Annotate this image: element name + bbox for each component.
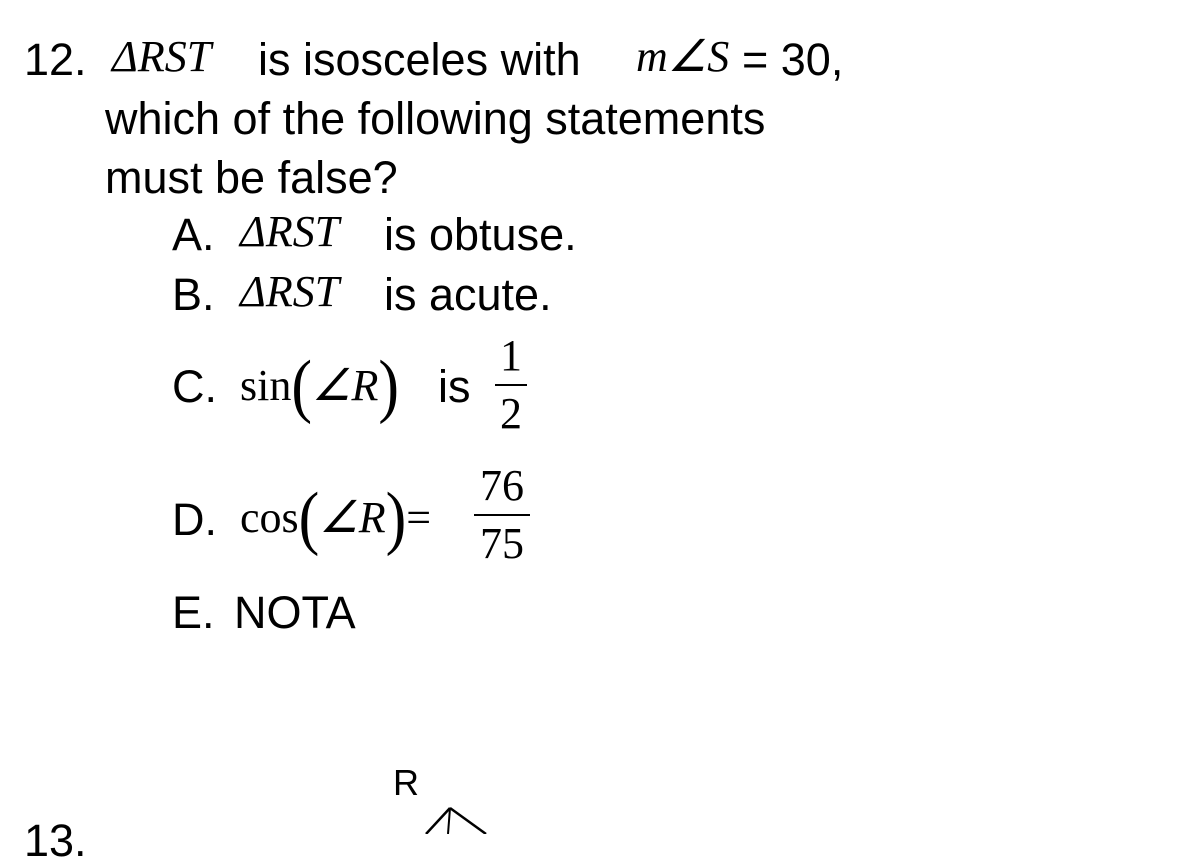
question-line-2: which of the following statements [105,93,766,144]
question-line-3: must be false? [105,152,398,203]
sin-function: sin [240,361,292,410]
choice-d-arg: ∠R [319,493,386,542]
triangle-left-edge [426,808,450,834]
fraction-numerator: 76 [480,461,524,510]
question-number: 12. [24,34,87,85]
equals-sign: = [406,493,432,542]
fraction-bar [495,384,527,386]
fraction-76-75 [474,461,530,568]
fraction-bar [474,514,530,516]
left-paren: ( [298,478,320,558]
choice-b-text: is acute. [384,269,552,320]
choice-d-expression [240,478,432,558]
triangle-right-edge [450,808,486,834]
choice-a-math: ΔRST [240,207,340,256]
triangle-diagram [420,800,500,834]
choice-c-label: C. [172,361,217,412]
choice-b-math: ΔRST [240,267,340,316]
right-paren: ) [378,346,399,426]
choice-a-label: A. [172,209,215,260]
choice-e-label: E. [172,587,215,638]
choice-c-text: is [438,361,471,412]
angle-expression: m∠S [636,32,730,81]
right-paren: ) [385,478,407,558]
fraction-denominator: 75 [480,519,524,568]
question-13-number: 13. [24,815,87,866]
question-text-part2: = 30, [742,34,844,85]
vertex-label-r: R [393,762,419,803]
triangle-inner-edge [448,808,450,834]
choice-b-label: B. [172,269,215,320]
fraction-denominator: 2 [500,389,522,438]
fraction-one-half [495,331,527,438]
choice-c-expression [240,346,399,426]
left-paren: ( [291,346,313,426]
choice-e-text: NOTA [234,587,356,638]
question-text-part1: is isosceles with [258,34,581,85]
choice-a-text: is obtuse. [384,209,577,260]
cos-function: cos [240,493,299,542]
choice-c-arg: ∠R [312,361,379,410]
fraction-numerator: 1 [500,331,522,380]
triangle-rst: ΔRST [112,32,212,81]
choice-d-label: D. [172,494,217,545]
